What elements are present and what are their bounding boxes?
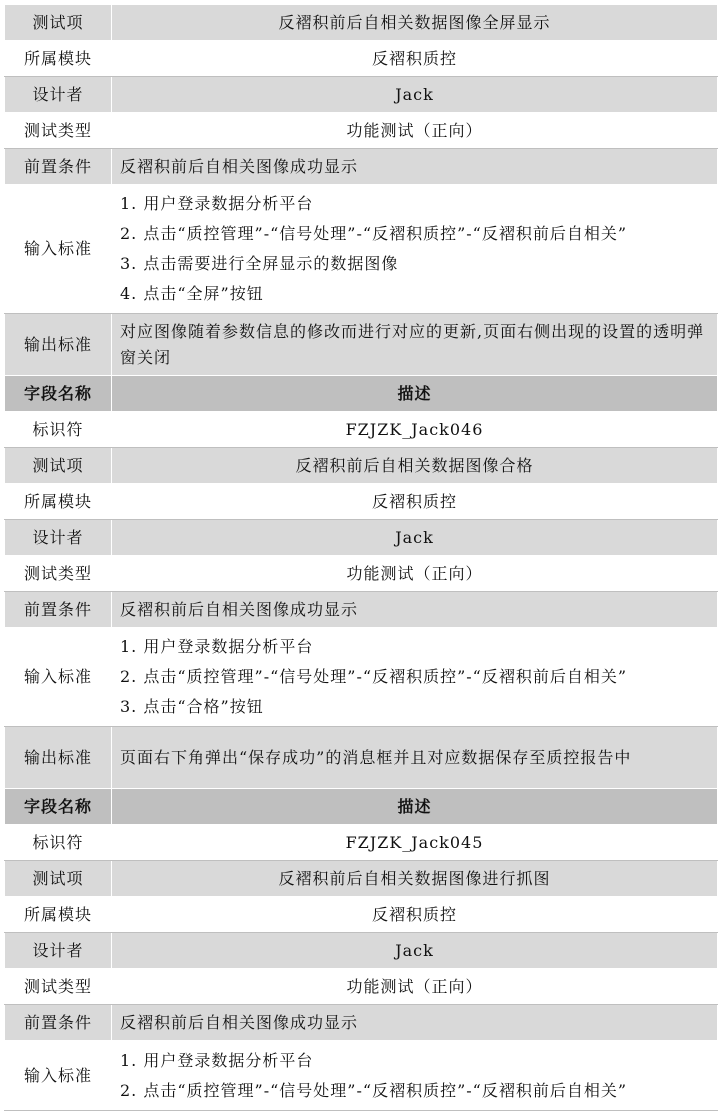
input-steps [112,185,718,314]
field-label: 测试项 [5,448,112,484]
table-row [5,412,718,448]
list-item: 3. 点击“合格”按钮 [120,697,264,716]
table-row [5,1041,718,1111]
list-item: 2. 点击“质控管理”-“信号处理”-“反褶积质控”-“反褶积前后自相关” [120,224,628,243]
output-text: 对应图像随着参数信息的修改而进行对应的更新,页面右侧出现的设置的透明弹窗关闭 [120,321,705,367]
field-value: 反褶积质控 [112,41,718,77]
field-value: 功能测试（正向） [112,969,718,1005]
field-label: 设计者 [5,520,112,556]
table-row [5,825,718,861]
output-text: 页面右下角弹出“保存成功”的消息框并且对应数据保存至质控报告中 [120,747,632,767]
header-field: 字段名称 [5,376,112,412]
field-label: 输入标准 [5,1041,112,1111]
field-label: 测试类型 [5,556,112,592]
header-desc: 描述 [112,789,718,825]
field-value [112,727,718,789]
field-label: 所属模块 [5,484,112,520]
field-value: FZJZK_Jack045 [112,825,718,861]
field-label: 测试项 [5,5,112,41]
table-row [5,149,718,185]
table-row [5,113,718,149]
table-row [5,448,718,484]
field-value: Jack [112,520,718,556]
table-header-row [5,789,718,825]
field-value: Jack [112,77,718,113]
field-label: 设计者 [5,77,112,113]
table-row [5,897,718,933]
table-row [5,314,718,376]
field-label: 输入标准 [5,628,112,727]
field-value: 反褶积前后自相关数据图像进行抓图 [112,861,718,897]
list-item: 4. 点击“全屏”按钮 [120,284,264,303]
list-item: 2. 点击“质控管理”-“信号处理”-“反褶积质控”-“反褶积前后自相关” [120,1080,628,1100]
field-label: 所属模块 [5,41,112,77]
field-label: 输出标准 [5,314,112,376]
list-item: 1. 用户登录数据分析平台 [120,194,314,213]
field-label: 所属模块 [5,897,112,933]
field-value: 反褶积前后自相关图像成功显示 [112,149,718,185]
table-row [5,592,718,628]
table-row [5,185,718,314]
field-label: 标识符 [5,412,112,448]
field-label: 标识符 [5,825,112,861]
list-item: 1. 用户登录数据分析平台 [120,1050,314,1070]
table-header-row [5,376,718,412]
input-steps [112,1041,718,1111]
field-value: 反褶积质控 [112,484,718,520]
table-row [5,41,718,77]
field-value: FZJZK_Jack046 [112,412,718,448]
test-case-table [4,4,718,1111]
table-row [5,1005,718,1041]
field-value [112,314,718,376]
field-value: 反褶积前后自相关数据图像合格 [112,448,718,484]
table-row [5,556,718,592]
table-row [5,969,718,1005]
field-value: 反褶积前后自相关数据图像全屏显示 [112,5,718,41]
field-value: 功能测试（正向） [112,556,718,592]
list-item: 2. 点击“质控管理”-“信号处理”-“反褶积质控”-“反褶积前后自相关” [120,667,628,686]
field-label: 前置条件 [5,149,112,185]
table-row [5,5,718,41]
input-steps [112,628,718,727]
list-item: 3. 点击需要进行全屏显示的数据图像 [120,254,399,273]
field-value: 反褶积质控 [112,897,718,933]
table-row [5,628,718,727]
table-row [5,520,718,556]
header-desc: 描述 [112,376,718,412]
field-label: 前置条件 [5,1005,112,1041]
table-row [5,933,718,969]
table-row [5,77,718,113]
field-label: 输入标准 [5,185,112,314]
table-row [5,861,718,897]
table-row [5,484,718,520]
field-value: 功能测试（正向） [112,113,718,149]
field-label: 测试项 [5,861,112,897]
field-label: 输出标准 [5,727,112,789]
field-label: 测试类型 [5,969,112,1005]
field-value: Jack [112,933,718,969]
field-label: 设计者 [5,933,112,969]
field-label: 测试类型 [5,113,112,149]
list-item: 1. 用户登录数据分析平台 [120,637,314,656]
field-value: 反褶积前后自相关图像成功显示 [112,592,718,628]
field-label: 前置条件 [5,592,112,628]
header-field: 字段名称 [5,789,112,825]
table-row [5,727,718,789]
field-value: 反褶积前后自相关图像成功显示 [112,1005,718,1041]
